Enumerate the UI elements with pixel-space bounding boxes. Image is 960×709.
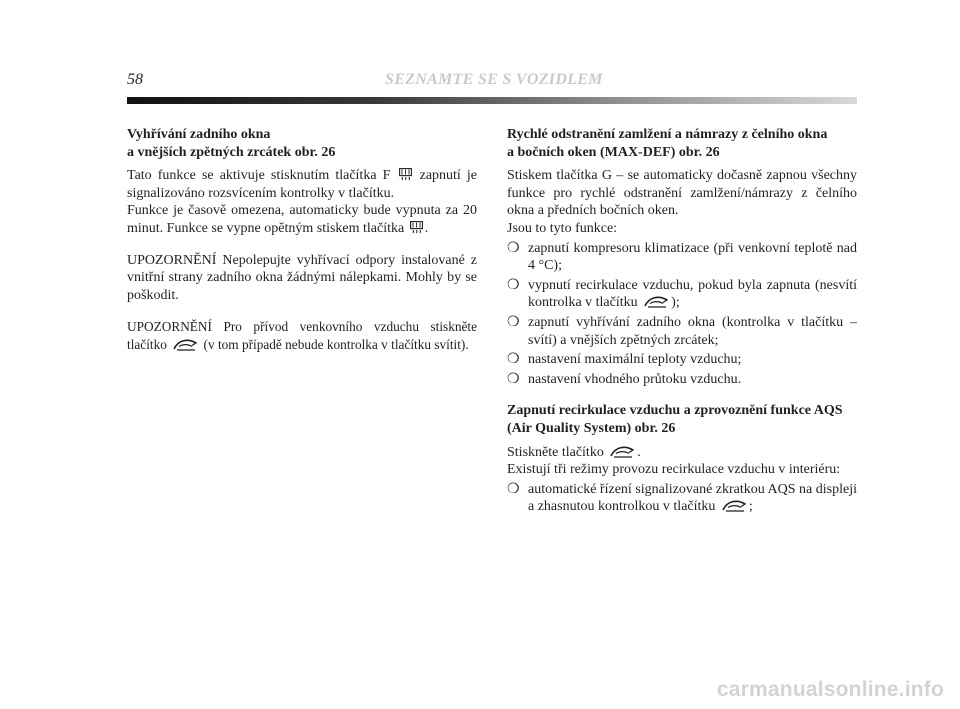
list-item: ❍ zapnutí vyhřívání zadního okna (kontrolka v tlačítku – svítí) a vnějších zpětných zrcátek; xyxy=(507,314,857,348)
recirculation-icon xyxy=(172,338,198,351)
modes-list xyxy=(507,481,857,516)
left-column xyxy=(127,126,477,354)
bullet-icon: ❍ xyxy=(507,371,520,387)
bullet-icon: ❍ xyxy=(507,352,520,368)
page-number: 58 xyxy=(127,71,143,88)
header-bar xyxy=(127,97,857,104)
recirculation-icon xyxy=(609,445,635,458)
list-item: ❍ nastavení vhodného průtoku vzduchu. xyxy=(507,371,742,387)
rear-defrost-icon xyxy=(410,221,423,234)
bullet-icon: ❍ xyxy=(507,481,520,497)
list-item: ❍ automatické řízení signalizované zkratkou AQS na displeji a zhasnutou kontrolkou v tlačítku ; xyxy=(507,481,857,515)
chapter-title: SEZNAMTE SE S VOZIDLEM xyxy=(385,71,603,88)
rear-defrost-icon xyxy=(399,168,412,181)
bullet-icon: ❍ xyxy=(507,240,520,256)
paragraph-modes-intro: Existují tři režimy provozu recirkulace vzduchu v interiéru: xyxy=(507,462,841,478)
bullet-icon: ❍ xyxy=(507,277,520,293)
bullet-icon: ❍ xyxy=(507,314,520,330)
list-item: ❍ zapnutí kompresoru klimatizace (při venkovní teplotě nad 4 °C); xyxy=(507,240,857,274)
list-item: ❍ vypnutí recirkulace vzduchu, pokud byla zapnuta (nesvítí kontrolka v tlačítku ); xyxy=(507,277,857,311)
section-heading-max-def: Rychlé odstranění zamlžení a námrazy z čelního okna a bočních oken (MAX-DEF) obr. 26 xyxy=(507,127,828,160)
section-heading-aqs: Zapnutí recirkulace vzduchu a zprovoznění funkce AQS (Air Quality System) obr. 26 xyxy=(507,403,843,436)
paragraph-activation: Tato funkce se aktivuje stisknutím tlačítka F zapnutí je signalizováno rozsvícením kontrolky v tlačítku. xyxy=(127,168,478,201)
right-column xyxy=(507,126,857,518)
watermark: carmanualsonline.info xyxy=(716,678,944,701)
warning-stickers: UPOZORNĚNÍ Nepolepujte vyhřívací odpory instalované z vnitřní strany zadního okna žádnými nálepkami. Mohly by se poškodit. xyxy=(127,252,477,303)
paragraph-max-def: Stiskem tlačítka G – se automaticky dočasně zapnou všechny funkce pro rychlé odstranění zamlžení/námrazy z čelního okna a předních bočních oken. xyxy=(507,168,857,219)
list-item: ❍ nastavení maximální teploty vzduchu; xyxy=(507,352,742,368)
paragraph-press-button: Stiskněte tlačítko . xyxy=(507,444,641,460)
paragraph-functions-intro: Jsou to tyto funkce: xyxy=(507,220,618,236)
section-heading-rear-window-heating: Vyhřívání zadního okna a vnějších zpětných zrcátek obr. 26 xyxy=(127,127,336,160)
recirculation-icon xyxy=(643,295,669,308)
warning-outside-air: UPOZORNĚNÍ Pro přívod venkovního vzduchu stiskněte tlačítko (v tom případě nebude kontrolka v tlačítku svítit). xyxy=(127,319,477,352)
paragraph-timer: Funkce je časově omezena, automaticky bude vypnuta za 20 minut. Funkce se vypne opětným stiskem tlačítka . xyxy=(127,203,477,236)
functions-list xyxy=(507,240,857,389)
recirculation-icon xyxy=(721,499,747,512)
